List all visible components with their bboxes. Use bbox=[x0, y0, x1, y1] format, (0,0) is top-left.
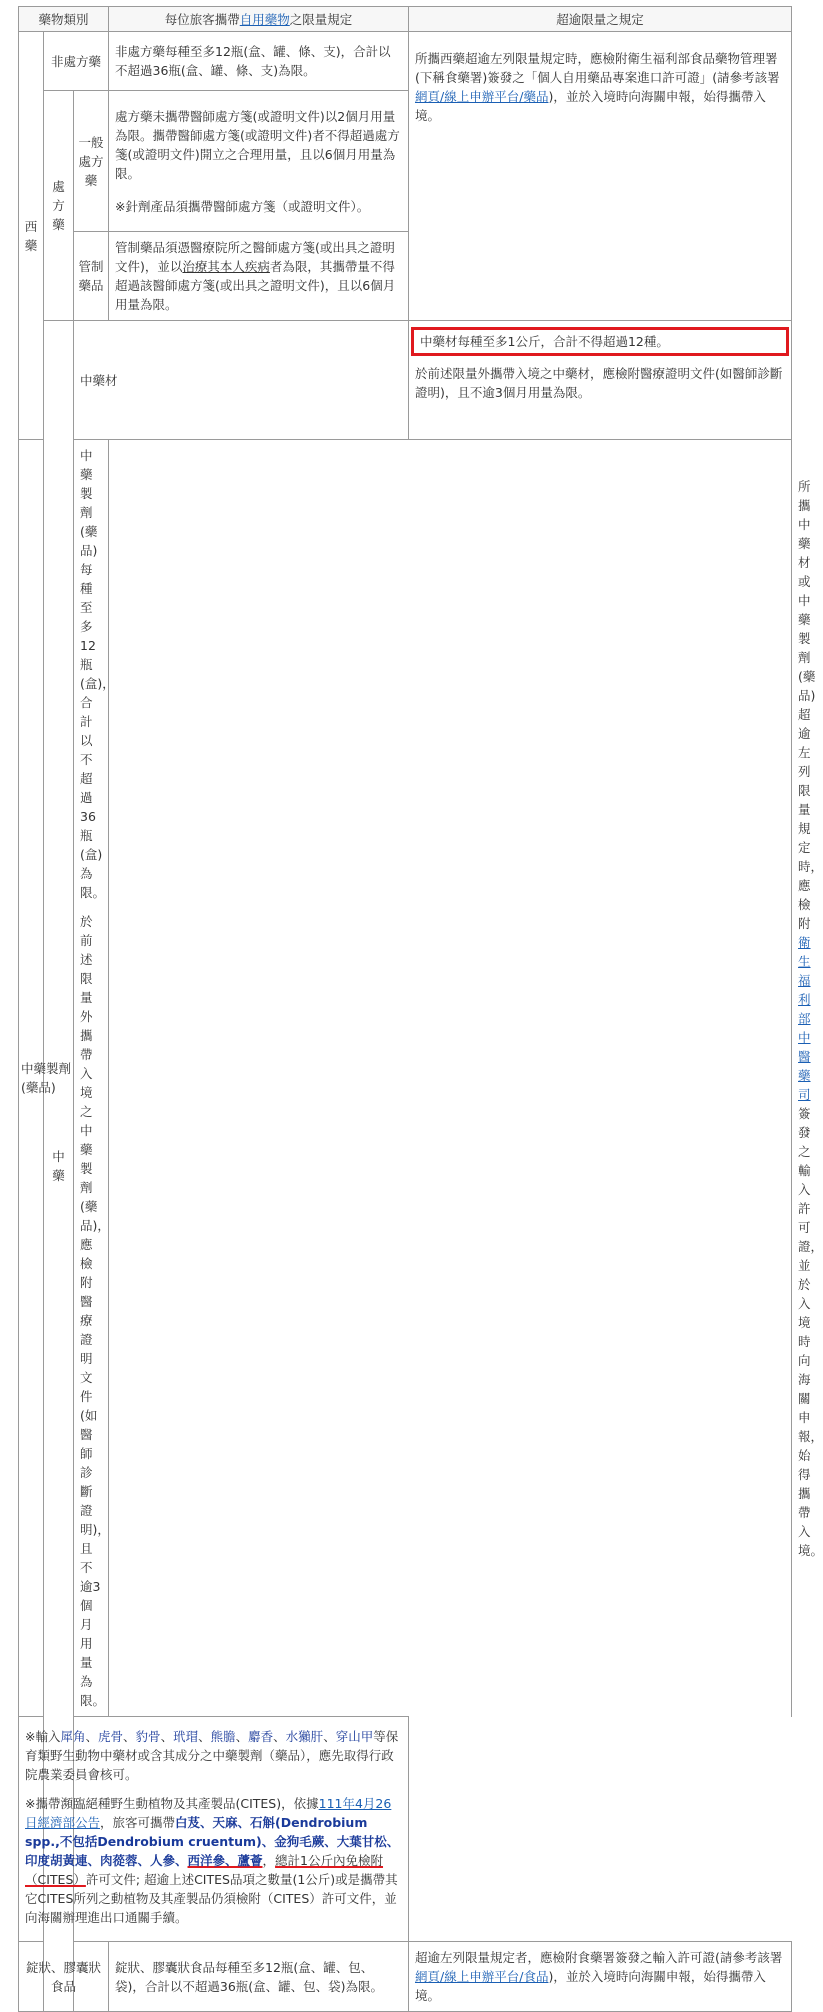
cm-department-link[interactable]: 衛生福利部中醫藥司 bbox=[798, 935, 811, 1102]
row-tablet bbox=[19, 1942, 792, 2012]
tablet-food-limit: 錠狀、膠囊狀食品每種至多12瓶(盒、罐、包、袋)，合計以不超過36瓶(盒、罐、包、袋)為限。 bbox=[109, 1942, 409, 2012]
medication-limits-table bbox=[18, 6, 823, 2012]
controlled-drug-label: 管制藥品 bbox=[74, 232, 109, 321]
herb-limit: 中藥材每種至多1公斤，合計不得超過12種。 於前述限量外攜帶入境之中藥材，應檢附醫療證明文件(如醫師診斷證明)，且不逾3個月用量為限。 bbox=[409, 321, 792, 440]
nonrx-label: 非處方藥 bbox=[44, 32, 109, 91]
fda-drug-portal-link[interactable]: 網頁/線上申辦平台/藥品 bbox=[415, 89, 549, 104]
row-prep bbox=[19, 440, 792, 1717]
tablet-food-excess: 超逾左列限量規定者，應檢附食藥署簽發之輸入許可證(請參考該署網頁/線上申辦平台/食品)，並於入境時向海關申報，始得攜帶入境。 bbox=[409, 1942, 792, 2012]
prep-limit: 中藥製劑(藥品)每種至多12瓶(盒)，合計以不超過36瓶(盒)為限。 於前述限量外攜帶入境之中藥製劑(藥品)，應檢附醫療證明文件(如醫師診斷證明)，且不逾3個月用量為限。 bbox=[74, 440, 109, 1717]
row-herb: 中藥 中藥材 中藥材每種至多1公斤，合計不得超過12種。 於前述限量外攜帶入境之中藥材，應檢附醫療證明文件(如醫師診斷證明)，且不逾3個月用量為限。 所攜中藥材或中藥製劑(藥品)超逾左列限量規定時，應檢附衛生福利部中醫藥司簽發之輸入許可證，並於入境時向海關申報，始得攜帶入境。 bbox=[19, 321, 792, 440]
herb-limit-highlight: 中藥材每種至多1公斤，合計不得超過12種。 bbox=[411, 327, 789, 356]
nonrx-limit: 非處方藥每種至多12瓶(盒、罐、條、支)，合計以不超過36瓶(盒、罐、條、支)為限。 bbox=[109, 32, 409, 91]
fda-food-portal-link[interactable]: 網頁/線上申辦平台/食品 bbox=[415, 1969, 549, 1984]
moea-announcement-link[interactable]: 111年4月26日經濟部公告 bbox=[25, 1796, 392, 1830]
controlled-drug-limit: 管制藥品須憑醫療院所之醫師處方箋(或出具之證明文件)，並以治療其本人疾病者為限，其攜帶量不得超過該醫師處方箋(或出具之證明文件)，且以6個月用量為限。 bbox=[109, 232, 409, 321]
header-limit: 每位旅客攜帶自用藥物之限量規定 bbox=[109, 7, 409, 32]
herb-label: 中藥材 bbox=[74, 321, 409, 440]
western-excess: 所攜西藥超逾左列限量規定時，應檢附衛生福利部食品藥物管理署(下稱食藥署)簽發之「個人自用藥品專案進口許可證」(請參考該署網頁/線上申辦平台/藥品)，並於入境時向海關申報，始得攜帶入境。 bbox=[409, 32, 792, 321]
header-excess: 超逾限量之規定 bbox=[409, 7, 792, 32]
row-nonrx bbox=[19, 32, 792, 91]
header-row bbox=[19, 7, 792, 32]
self-use-medication-link[interactable]: 自用藥物 bbox=[239, 11, 290, 27]
prep-label: 中藥製劑(藥品) bbox=[19, 440, 74, 1717]
general-rx-limit: 處方藥未攜帶醫師處方箋(或證明文件)以2個月用量為限。攜帶醫師處方箋(或證明文件)者不得超過處方箋(或證明文件)開立之合理用量，且以6個月用量為限。 ※針劑產品須攜帶醫師處方箋（或證明文件）。 bbox=[109, 91, 409, 232]
row-notes bbox=[19, 1717, 792, 1942]
general-rx-label: 一般處方藥 bbox=[74, 91, 109, 232]
cites-note: ※攜帶瀕臨絕種野生動植物及其產製品(CITES)，依據111年4月26日經濟部公告，旅客可攜帶白芨、天麻、石斛(Dendrobium spp.,不包括Dendrobium cruentum)、金狗毛蕨、大葉甘松、印度胡黃連、肉蓯蓉、人參、西洋參、蘆薈，總計1公斤內免檢附（CITES）許可文件; 超逾上述CITES品項之數量(1公斤)或是攜帶其它CITES所列之動植物及其產製品仍須檢附（CITES）許可文件，並向海關辦理進出口通關手續。 bbox=[25, 1796, 400, 1925]
chinese-medicine-label: 中藥 bbox=[44, 321, 74, 2012]
chinese-notes bbox=[19, 1717, 409, 1942]
header-category: 藥物類別 bbox=[19, 7, 109, 32]
rx-label: 處方藥 bbox=[44, 91, 74, 321]
protected-animals-note: ※輸入犀角、虎骨、豹骨、玳瑁、熊膽、麝香、水獺肝、穿山甲等保育類野生動物中藥材或含其成分之中藥製劑（藥品），應先取得行政院農業委員會核可。 bbox=[25, 1729, 399, 1782]
tablet-food-label: 錠狀、膠囊狀食品 bbox=[19, 1942, 109, 2012]
western-medicine-label: 西藥 bbox=[19, 32, 44, 440]
